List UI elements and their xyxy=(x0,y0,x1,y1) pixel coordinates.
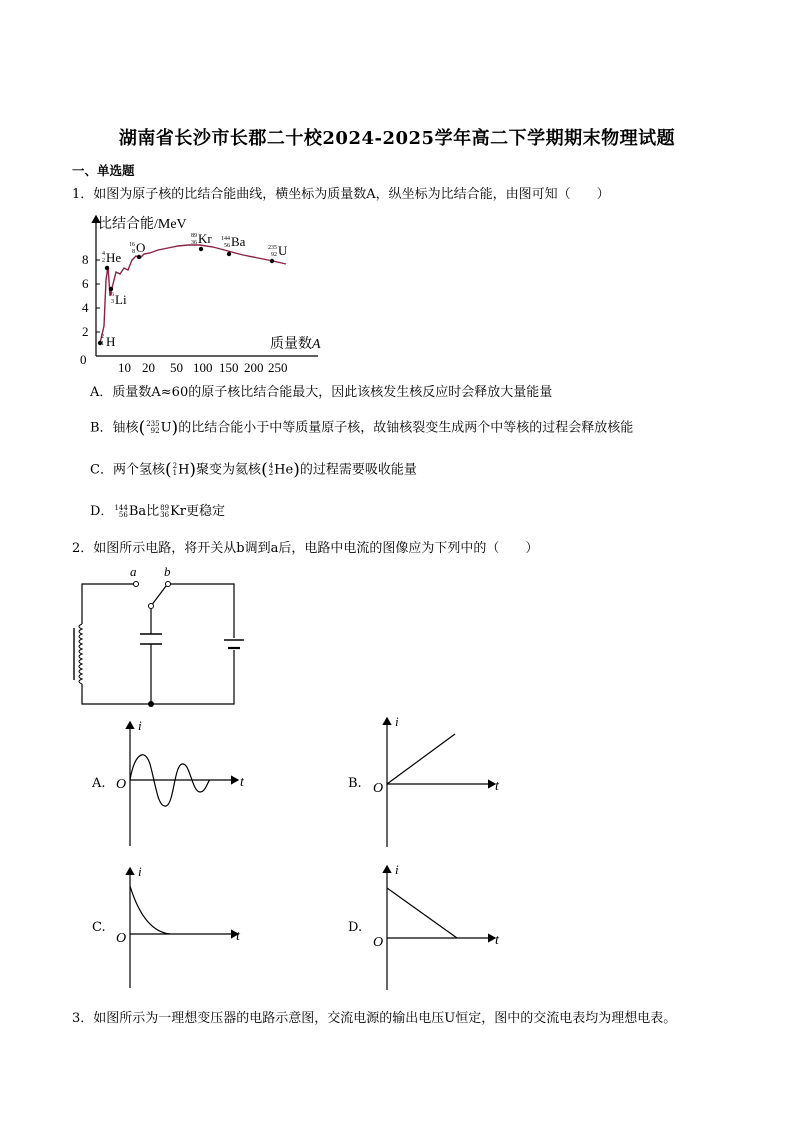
graph-a-label[interactable]: A. xyxy=(92,776,106,791)
switch-label-b: b xyxy=(164,564,171,579)
ytick-2: 2 xyxy=(82,324,89,339)
label-Ba xyxy=(221,234,246,249)
label-O xyxy=(129,240,145,255)
linear-increase-line xyxy=(387,734,455,784)
ytick-6: 6 xyxy=(82,276,89,291)
svg-text:Ba: Ba xyxy=(231,234,246,249)
binding-energy-curve xyxy=(100,245,286,343)
section-heading: 一、单选题 xyxy=(72,163,135,178)
label-U xyxy=(268,243,288,258)
svg-text:i: i xyxy=(138,718,142,733)
svg-text:1: 1 xyxy=(101,341,104,347)
svg-text:O: O xyxy=(373,935,384,950)
linear-decrease-line xyxy=(387,888,457,938)
svg-text:Kr: Kr xyxy=(198,231,212,246)
battery xyxy=(224,638,244,650)
svg-text:8: 8 xyxy=(132,249,135,255)
svg-text:H: H xyxy=(106,334,116,349)
ytick-4: 4 xyxy=(82,300,89,315)
point-O xyxy=(137,255,141,259)
svg-text:i: i xyxy=(395,862,399,877)
label-He xyxy=(102,250,121,265)
svg-text:2: 2 xyxy=(102,258,105,264)
xtick-10: 10 xyxy=(118,360,131,375)
svg-text:2: 2 xyxy=(101,334,104,340)
q1-option-a[interactable]: A．质量数A≈60的原子核比结合能最大，因此该核发生核反应时会释放大量能量 xyxy=(90,385,553,400)
terminal-a xyxy=(134,582,139,587)
q1-option-c[interactable]: C．两个氢核( 2 1 H)聚变为氦核( 4 2 He)的过程需要吸收能量 xyxy=(90,460,417,480)
inductor-coil xyxy=(74,624,86,684)
exponential-decay-curve xyxy=(130,886,170,934)
nuclide-Kr: 89 36 xyxy=(160,503,170,519)
svg-text:O: O xyxy=(116,931,127,946)
svg-text:U: U xyxy=(278,243,288,258)
graph-b-label[interactable]: B. xyxy=(348,776,362,791)
nuclide-Ba: 144 56 xyxy=(114,503,128,519)
svg-text:t: t xyxy=(236,929,240,944)
svg-text:36: 36 xyxy=(191,240,197,246)
xtick-250: 250 xyxy=(268,360,288,375)
svg-text:Li: Li xyxy=(115,292,127,307)
lc-circuit-diagram xyxy=(70,564,250,712)
question-2-stem: 2．如图所示电路，将开关从b调到a后，电路中电流的图像应为下列中的（ ） xyxy=(72,541,539,556)
svg-text:t: t xyxy=(495,779,499,794)
junction-dot xyxy=(148,701,154,707)
xtick-100: 100 xyxy=(193,360,213,375)
svg-text:144: 144 xyxy=(221,236,230,242)
y-axis-label: 比结合能/MeV xyxy=(98,217,187,232)
point-Kr xyxy=(199,247,203,251)
label-Kr xyxy=(191,231,212,246)
q1-option-d[interactable]: D． 144 56 Ba比 89 36 Kr更稳定 xyxy=(90,503,226,519)
xtick-20: 20 xyxy=(142,360,155,375)
graph-d[interactable] xyxy=(367,860,507,994)
svg-text:i: i xyxy=(138,864,142,879)
graph-b[interactable] xyxy=(367,712,507,852)
point-U xyxy=(270,259,274,263)
graph-c-label[interactable]: C. xyxy=(92,920,106,935)
svg-text:t: t xyxy=(240,775,244,790)
svg-text:4: 4 xyxy=(102,251,105,257)
svg-text:56: 56 xyxy=(224,243,230,249)
origin-label: 0 xyxy=(80,352,87,367)
x-axis-label: 质量数A xyxy=(270,337,321,352)
svg-text:92: 92 xyxy=(271,252,277,258)
graph-d-label[interactable]: D. xyxy=(348,920,363,935)
svg-text:t: t xyxy=(495,933,499,948)
label-H xyxy=(101,334,115,349)
nuclide-He: 4 2 xyxy=(268,462,274,477)
svg-text:235: 235 xyxy=(268,245,277,251)
nuclide-U: 235 92 xyxy=(146,420,160,435)
svg-text:O: O xyxy=(116,777,127,792)
q1-option-b[interactable]: B．铀核( 235 92 U)的比结合能小于中等质量原子核，故铀核裂变生成两个中等核的过程会释放核能 xyxy=(90,418,634,438)
xtick-200: 200 xyxy=(244,360,264,375)
terminal-b xyxy=(166,582,171,587)
point-Ba xyxy=(227,252,231,256)
question-3-stem: 3．如图所示为一理想变压器的电路示意图，交流电源的输出电压U恒定，图中的交流电表均为理想电表。 xyxy=(72,1011,677,1026)
nuclide-H: 2 1 xyxy=(172,462,178,477)
graph-a[interactable] xyxy=(110,716,250,851)
switch-blade xyxy=(151,586,166,606)
point-He xyxy=(105,266,109,270)
question-1-stem: 1．如图为原子核的比结合能曲线，横坐标为质量数A，纵坐标为比结合能，由图可知（ ） xyxy=(72,187,610,202)
point-Li xyxy=(109,287,113,291)
xtick-50: 50 xyxy=(170,360,183,375)
label-Li xyxy=(111,292,127,307)
svg-text:O: O xyxy=(136,240,146,255)
ytick-8: 8 xyxy=(82,252,89,267)
switch-label-a: a xyxy=(130,564,137,579)
svg-text:O: O xyxy=(373,781,384,796)
xtick-150: 150 xyxy=(219,360,239,375)
binding-energy-graph xyxy=(78,208,340,378)
svg-text:3: 3 xyxy=(111,299,114,305)
graph-c[interactable] xyxy=(110,862,250,992)
switch-pivot xyxy=(149,604,154,609)
svg-text:16: 16 xyxy=(129,242,135,248)
page-title: 湖南省长沙市长郡二十校2024-2025学年高二下学期期末物理试题 xyxy=(118,128,676,149)
svg-text:He: He xyxy=(106,250,122,265)
svg-text:6: 6 xyxy=(111,292,114,298)
svg-text:89: 89 xyxy=(191,233,197,239)
svg-text:i: i xyxy=(395,714,399,729)
